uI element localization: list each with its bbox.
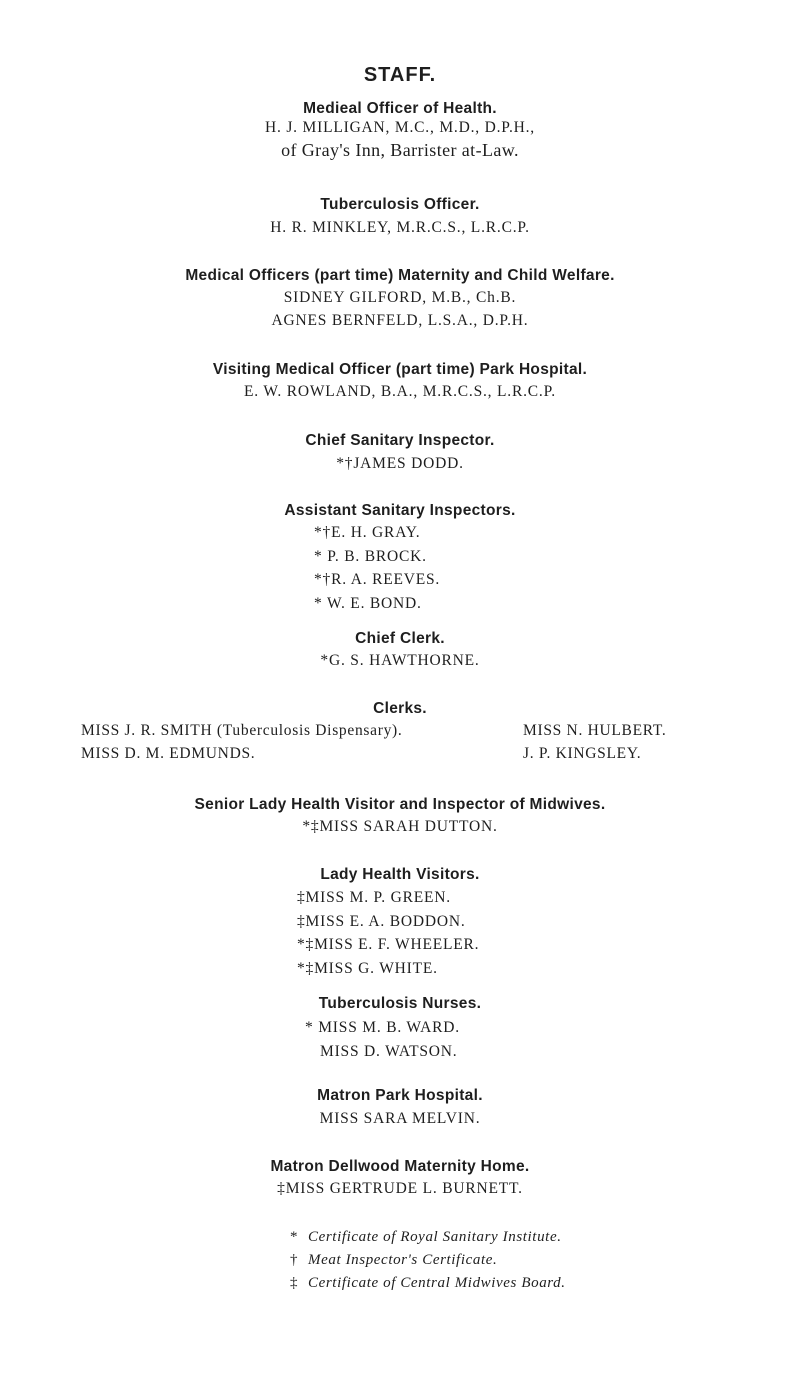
list-item: * P. B. BROCK. bbox=[314, 547, 427, 565]
list-item: *‡MISS E. F. WHEELER. bbox=[297, 936, 480, 953]
mcw-name: AGNES BERNFELD, L.S.A., D.P.H. bbox=[271, 312, 529, 329]
matron-park-heading: Matron Park Hospital. bbox=[317, 1087, 483, 1104]
clerk-left: MISS D. M. EDMUNDS. bbox=[81, 745, 256, 762]
assistant-inspectors-heading: Assistant Sanitary Inspectors. bbox=[284, 502, 516, 519]
footnote-text: Certificate of Central Midwives Board. bbox=[308, 1275, 566, 1291]
mcw-name: SIDNEY GILFORD, M.B., Ch.B. bbox=[283, 289, 517, 306]
footnote-mark: ‡ bbox=[290, 1275, 298, 1291]
moh-heading: Medieal Officer of Health. bbox=[303, 100, 497, 117]
list-item: ‡MISS E. A. BODDON. bbox=[297, 912, 466, 930]
senior-visitor-heading: Senior Lady Health Visitor and Inspector of Midwives. bbox=[194, 796, 606, 813]
footnote bbox=[290, 1249, 566, 1272]
moh-extra: of Gray's Inn, Barrister at-Law. bbox=[281, 140, 519, 160]
footnote-mark: † bbox=[290, 1252, 298, 1268]
lady-visitors-list bbox=[297, 886, 479, 980]
footnote-text: Meat Inspector's Certificate. bbox=[308, 1252, 498, 1268]
tb-nurses-heading: Tuberculosis Nurses. bbox=[318, 995, 482, 1012]
clerk-right: MISS N. HULBERT. bbox=[523, 722, 667, 739]
list-item: MISS D. WATSON. bbox=[320, 1042, 458, 1060]
matron-park-name: MISS SARA MELVIN. bbox=[319, 1110, 481, 1127]
list-item: *†E. H. GRAY. bbox=[314, 524, 421, 541]
moh-name: H. J. MILLIGAN, M.C., M.D., D.P.H., bbox=[265, 119, 535, 136]
list-item: * MISS M. B. WARD. bbox=[305, 1019, 460, 1036]
mcw-heading: Medical Officers (part time) Maternity and Child Welfare. bbox=[185, 267, 615, 284]
visiting-heading: Visiting Medical Officer (part time) Park Hospital. bbox=[212, 361, 588, 378]
footnotes bbox=[290, 1226, 566, 1295]
clerks-heading: Clerks. bbox=[373, 700, 427, 717]
tb-officer-heading: Tuberculosis Officer. bbox=[320, 196, 480, 213]
matron-dellwood-heading: Matron Dellwood Maternity Home. bbox=[270, 1158, 530, 1175]
clerk-right: J. P. KINGSLEY. bbox=[523, 745, 642, 762]
footnote-text: Certificate of Royal Sanitary Institute. bbox=[308, 1229, 562, 1245]
senior-visitor-name: *‡MISS SARAH DUTTON. bbox=[302, 818, 498, 835]
lady-visitors-heading: Lady Health Visitors. bbox=[320, 866, 480, 883]
chief-inspector-name: *†JAMES DODD. bbox=[336, 455, 464, 472]
tb-officer-name: H. R. MINKLEY, M.R.C.S., L.R.C.P. bbox=[270, 219, 530, 236]
list-item: *†R. A. REEVES. bbox=[314, 571, 441, 588]
list-item: *‡MISS G. WHITE. bbox=[297, 959, 438, 977]
list-item: ‡MISS M. P. GREEN. bbox=[297, 889, 451, 906]
list-item: * W. E. BOND. bbox=[314, 594, 422, 612]
chief-clerk-heading: Chief Clerk. bbox=[355, 630, 445, 647]
tb-nurses-list bbox=[305, 1016, 460, 1063]
footnote bbox=[290, 1226, 566, 1249]
chief-inspector-heading: Chief Sanitary Inspector. bbox=[305, 432, 495, 449]
footnote-mark: * bbox=[290, 1229, 298, 1245]
page-title: STAFF. bbox=[363, 64, 437, 86]
clerk-left: MISS J. R. SMITH (Tuberculosis Dispensary). bbox=[81, 722, 403, 739]
matron-dellwood-name: ‡MISS GERTRUDE L. BURNETT. bbox=[277, 1180, 523, 1197]
assistant-inspectors-list bbox=[314, 521, 440, 615]
chief-clerk-name: *G. S. HAWTHORNE. bbox=[320, 652, 480, 669]
visiting-name: E. W. ROWLAND, B.A., M.R.C.S., L.R.C.P. bbox=[244, 383, 556, 400]
footnote bbox=[290, 1272, 566, 1295]
